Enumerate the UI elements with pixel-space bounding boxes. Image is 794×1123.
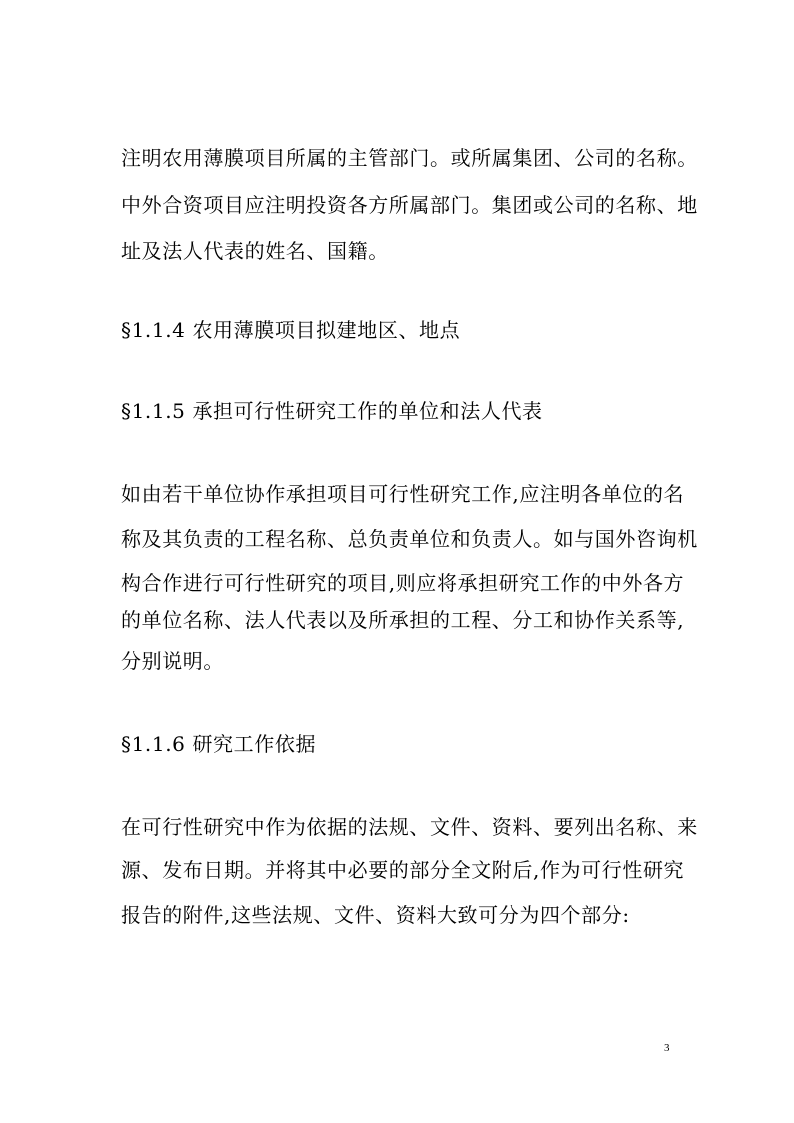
section-heading-1-1-5: §1.1.5 承担可行性研究工作的单位和法人代表 <box>121 399 543 423</box>
paragraph-line: 分别说明。 <box>121 649 224 673</box>
paragraph-line: 称及其负责的工程名称、总负责单位和负责人。如与国外咨询机 <box>121 527 698 551</box>
paragraph-line: 的单位名称、法人代表以及所承担的工程、分工和协作关系等, <box>121 608 685 632</box>
paragraph-line: 构合作进行可行性研究的项目,则应将承担研究工作的中外各方 <box>121 571 685 595</box>
section-heading-1-1-4: §1.1.4 农用薄膜项目拟建地区、地点 <box>121 318 461 342</box>
paragraph-line: 注明农用薄膜项目所属的主管部门。或所属集团、公司的名称。 <box>121 146 698 170</box>
paragraph-line: 报告的附件,这些法规、文件、资料大致可分为四个部分: <box>121 903 630 927</box>
section-heading-1-1-6: §1.1.6 研究工作依据 <box>121 732 317 756</box>
paragraph-line: 在可行性研究中作为依据的法规、文件、资料、要列出名称、来 <box>121 815 698 839</box>
paragraph-line: 址及法人代表的姓名、国籍。 <box>121 239 389 263</box>
page-number: 3 <box>664 1042 670 1054</box>
paragraph-line: 源、发布日期。并将其中必要的部分全文附后,作为可行性研究 <box>121 858 685 882</box>
paragraph-line: 如由若干单位协作承担项目可行性研究工作,应注明各单位的名 <box>121 482 685 506</box>
paragraph-line: 中外合资项目应注明投资各方所属部门。集团或公司的名称、地 <box>121 193 698 217</box>
